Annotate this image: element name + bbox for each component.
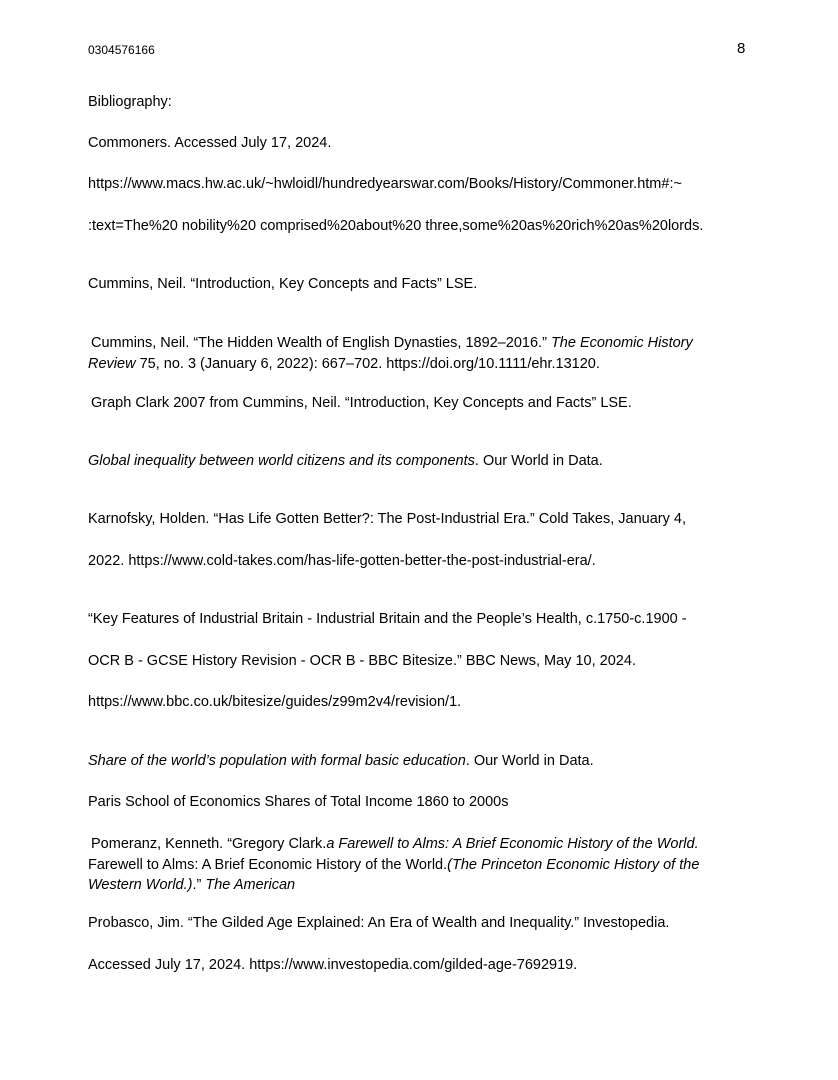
entry-commoners-line-3: :text=The%20 nobility%20 comprised%20about%20 three,some%20as%20rich%20as%20lords. (88, 218, 704, 234)
pomeranz-series: (The Princeton Economic History of the (447, 857, 700, 873)
share-education-source: . Our World in Data. (465, 753, 594, 769)
entry-paris-school: Paris School of Economics Shares of Total Income 1860 to 2000s (88, 794, 509, 810)
pomeranz-book-title: a Farewell to Alms: A Brief Economic History of the World. (326, 836, 699, 852)
entry-commoners-line-1: Commoners. Accessed July 17, 2024. (88, 135, 332, 151)
entry-share-education (88, 751, 594, 772)
entry-graph-clark: Graph Clark 2007 from Cummins, Neil. “Introduction, Key Concepts and Facts” LSE. (91, 395, 632, 411)
entry-pomeranz-line-1 (91, 834, 699, 855)
entry-probasco-line-2: Accessed July 17, 2024. https://www.investopedia.com/gilded-age-7692919. (88, 957, 578, 973)
entry-pomeranz-line-3 (88, 875, 295, 896)
cummins-hidden-journal-cont: Review (88, 356, 136, 372)
cummins-hidden-journal: The Economic History (550, 335, 693, 351)
bibliography-heading: Bibliography: (88, 94, 172, 110)
entry-cummins-hidden-line-2 (88, 354, 600, 375)
document-id: 0304576166 (88, 43, 155, 57)
cummins-hidden-details: 75, no. 3 (January 6, 2022): 667–702. https://doi.org/10.1111/ehr.13120. (135, 356, 600, 372)
global-inequality-title: Global inequality between world citizens and its components (88, 453, 475, 469)
entry-global-inequality (88, 451, 603, 472)
entry-bbc-line-3: https://www.bbc.co.uk/bitesize/guides/z99m2v4/revision/1. (88, 694, 462, 710)
share-education-title: Share of the world’s population with formal basic education (88, 753, 466, 769)
pomeranz-author: Pomeranz, Kenneth. “Gregory Clark. (91, 836, 327, 852)
cummins-hidden-text: Cummins, Neil. “The Hidden Wealth of English Dynasties, 1892–2016.” (91, 335, 551, 351)
pomeranz-series-cont: Western World.) (88, 877, 193, 893)
page-number: 8 (737, 40, 746, 57)
entry-cummins-intro: Cummins, Neil. “Introduction, Key Concepts and Facts” LSE. (88, 276, 478, 292)
entry-bbc-line-1: “Key Features of Industrial Britain - Industrial Britain and the People’s Health, c.1750-c.1900 - (88, 611, 687, 627)
entry-bbc-line-2: OCR B - GCSE History Revision - OCR B - BBC Bitesize.” BBC News, May 10, 2024. (88, 653, 636, 669)
pomeranz-quote-close: .” (192, 877, 206, 893)
entry-cummins-hidden-line-1 (91, 333, 693, 354)
entry-commoners-line-2: https://www.macs.hw.ac.uk/~hwloidl/hundredyearswar.com/Books/History/Commoner.htm#:~ (88, 176, 682, 192)
entry-karnofsky-line-2: 2022. https://www.cold-takes.com/has-life-gotten-better-the-post-industrial-era/. (88, 553, 596, 569)
entry-probasco-line-1: Probasco, Jim. “The Gilded Age Explained: An Era of Wealth and Inequality.” Investopedia. (88, 915, 670, 931)
entry-karnofsky-line-1: Karnofsky, Holden. “Has Life Gotten Better?: The Post-Industrial Era.” Cold Takes, January 4, (88, 511, 687, 527)
pomeranz-book-title-plain: Farewell to Alms: A Brief Economic History of the World. (88, 857, 448, 873)
pomeranz-journal: The American (205, 877, 296, 893)
global-inequality-source: . Our World in Data. (474, 453, 603, 469)
entry-pomeranz-line-2 (88, 855, 699, 876)
